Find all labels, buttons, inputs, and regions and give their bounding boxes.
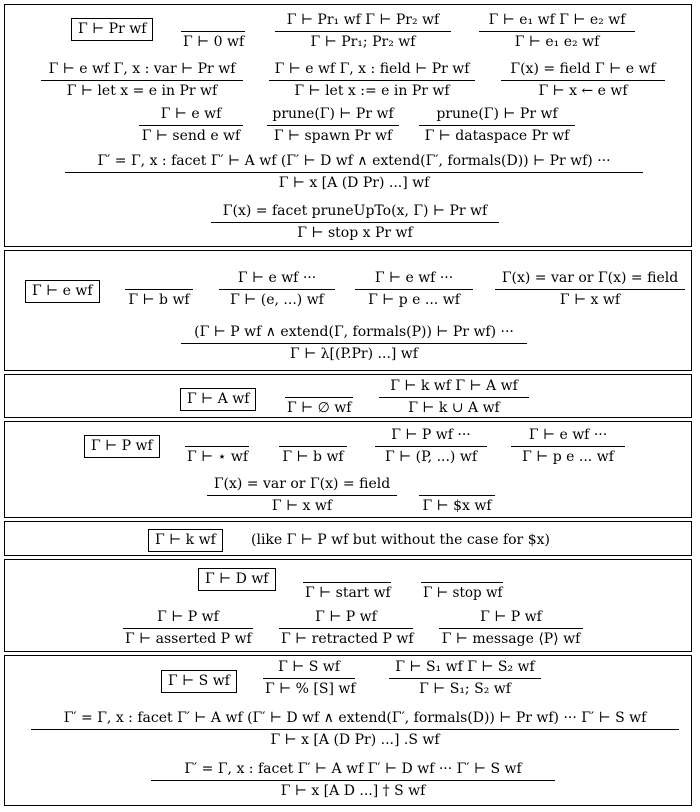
- p-wf-judgment: Γ ⊢ P wf: [84, 435, 160, 458]
- rule-s-dagger: Γ′ = Γ, x : facet Γ′ ⊢ A wf Γ′ ⊢ D wf ··· Γ′ ⊢ S wf Γ ⊢ x [A D ...] † S wf: [151, 760, 555, 801]
- rule-p-prim: Γ ⊢ e wf ··· Γ ⊢ p e ... wf: [511, 426, 625, 467]
- k-wf-note: (like Γ ⊢ P wf but without the case for $x): [251, 532, 550, 548]
- rule-e-base: Γ ⊢ b wf: [125, 269, 193, 310]
- rule-s-script: Γ ⊢ S wf Γ ⊢ % [S] wf: [265, 659, 356, 697]
- rule-p-var: Γ(x) = var or Γ(x) = field Γ ⊢ x wf: [207, 475, 397, 516]
- rule-zero: Γ ⊢ 0 wf: [181, 11, 245, 52]
- p-wf-section: [4, 421, 692, 518]
- e-wf-judgment: Γ ⊢ e wf: [25, 280, 100, 303]
- pr-wf-section: [4, 4, 692, 247]
- rule-d-start: Γ ⊢ start wf: [303, 562, 391, 603]
- rule-a-empty: Γ ⊢ ∅ wf: [285, 377, 353, 418]
- rule-let-var: Γ ⊢ e wf Γ, x : var ⊢ Pr wf Γ ⊢ let x = e in Pr wf: [41, 60, 243, 101]
- rule-send: Γ ⊢ e wf Γ ⊢ send e wf: [139, 105, 243, 146]
- rule-let-field: Γ ⊢ e wf Γ, x : field ⊢ Pr wf Γ ⊢ let x := e in Pr wf: [269, 60, 475, 101]
- s-wf-judgment: Γ ⊢ S wf: [161, 670, 237, 693]
- rule-app: Γ ⊢ e₁ wf Γ ⊢ e₂ wf Γ ⊢ e₁ e₂ wf: [479, 11, 635, 52]
- d-wf-section: [4, 559, 692, 652]
- rule-e-prim: Γ ⊢ e wf ··· Γ ⊢ p e ... wf: [355, 269, 473, 310]
- rule-s-facet: Γ′ = Γ, x : facet Γ′ ⊢ A wf (Γ′ ⊢ D wf ∧ extend(Γ′, formals(D)) ⊢ Pr wf) ··· Γ′ ⊢ S wf Γ ⊢ x [A (D Pr) ...] .S wf: [31, 709, 679, 750]
- rule-facet: Γ′ = Γ, x : facet Γ′ ⊢ A wf (Γ′ ⊢ D wf ∧ extend(Γ′, formals(D)) ⊢ Pr wf) ··· Γ ⊢ x [A (D Pr) ...] wf: [65, 152, 643, 193]
- rule-p-bind: Γ ⊢ $x wf: [419, 475, 495, 516]
- rule-stop: Γ(x) = facet pruneUpTo(x, Γ) ⊢ Pr wf Γ ⊢ stop x Pr wf: [211, 202, 499, 243]
- rule-dataspace: prune(Γ) ⊢ Pr wf Γ ⊢ dataspace Pr wf: [419, 105, 575, 146]
- pr-wf-judgment: Γ ⊢ Pr wf: [71, 18, 153, 41]
- e-wf-section: [4, 250, 692, 371]
- rule-p-tuple: Γ ⊢ P wf ··· Γ ⊢ (P, ...) wf: [375, 426, 487, 467]
- rule-assign: Γ(x) = field Γ ⊢ e wf Γ ⊢ x ← e wf: [501, 60, 665, 101]
- rule-a-union: Γ ⊢ k wf Γ ⊢ A wf Γ ⊢ k ∪ A wf: [379, 377, 529, 418]
- a-wf-section: [4, 374, 692, 418]
- rule-s-seq: Γ ⊢ S₁ wf Γ ⊢ S₂ wf Γ ⊢ S₁; S₂ wf: [389, 658, 541, 699]
- rule-e-var: Γ(x) = var or Γ(x) = field Γ ⊢ x wf: [495, 269, 685, 310]
- s-wf-section: [4, 655, 692, 806]
- d-wf-judgment: Γ ⊢ D wf: [198, 568, 276, 591]
- rule-d-retracted: Γ ⊢ P wf Γ ⊢ retracted P wf: [281, 609, 414, 647]
- a-wf-judgment: Γ ⊢ A wf: [180, 388, 256, 411]
- rule-e-lambda: (Γ ⊢ P wf ∧ extend(Γ, formals(P)) ⊢ Pr wf) ··· Γ ⊢ λ[(P.Pr) ...] wf: [181, 323, 527, 364]
- k-wf-section: [4, 521, 692, 556]
- rule-par: Γ ⊢ Pr₁ wf Γ ⊢ Pr₂ wf Γ ⊢ Pr₁; Pr₂ wf: [275, 11, 451, 52]
- rule-spawn: prune(Γ) ⊢ Pr wf Γ ⊢ spawn Pr wf: [267, 105, 399, 146]
- rule-d-stop: Γ ⊢ stop wf: [421, 562, 503, 603]
- rule-p-base: Γ ⊢ b wf: [279, 426, 347, 467]
- k-wf-judgment: Γ ⊢ k wf: [148, 529, 223, 552]
- rule-e-tuple: Γ ⊢ e wf ··· Γ ⊢ (e, ...) wf: [219, 269, 335, 310]
- rule-p-wildcard: Γ ⊢ ⋆ wf: [185, 426, 249, 467]
- rule-d-message: Γ ⊢ P wf Γ ⊢ message ⟨P⟩ wf: [439, 608, 583, 649]
- rule-d-asserted: Γ ⊢ P wf Γ ⊢ asserted P wf: [125, 609, 252, 647]
